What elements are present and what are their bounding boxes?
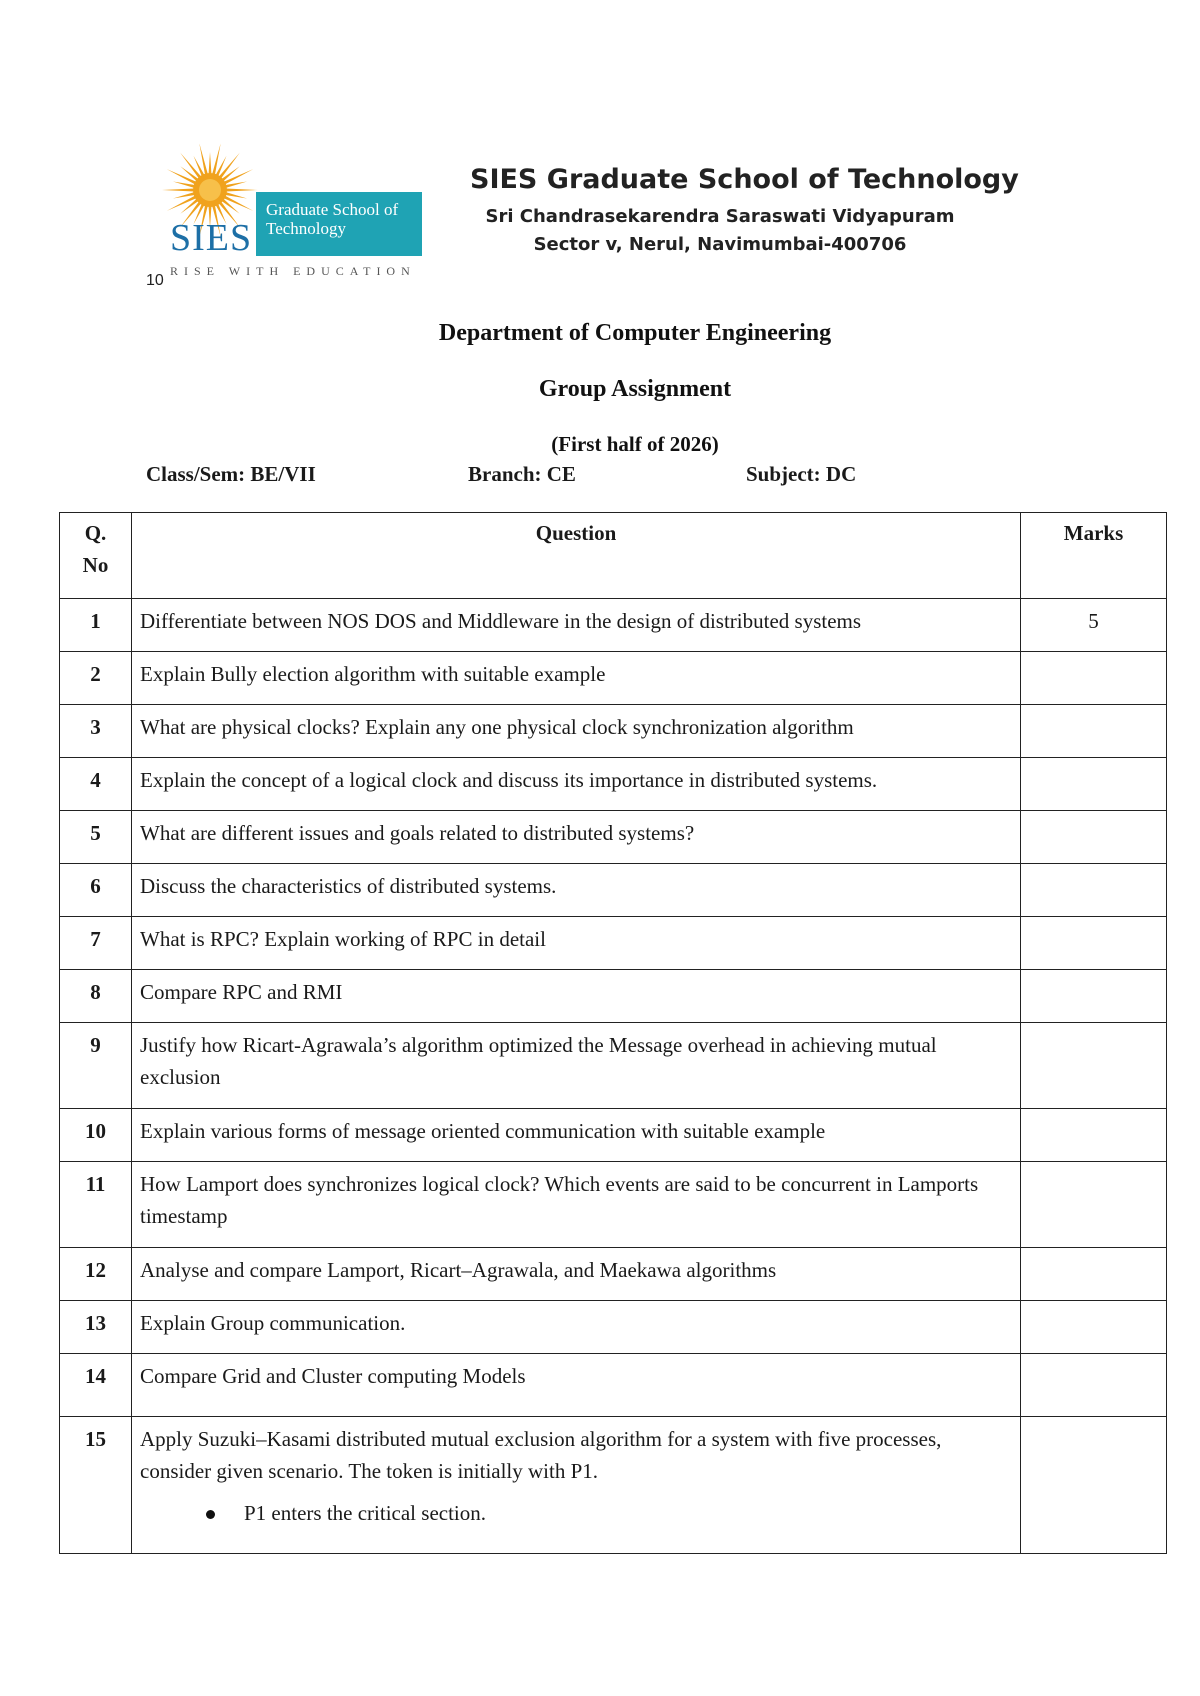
question-number: 10 (60, 1109, 132, 1162)
sun-ray (162, 189, 194, 192)
question-text: Explain Group communication. (140, 1311, 406, 1335)
table-row (60, 1248, 1167, 1301)
table-row (60, 917, 1167, 970)
question-number: 4 (60, 758, 132, 811)
question-text: What is RPC? Explain working of RPC in detail (140, 927, 546, 951)
question-cell (132, 811, 1021, 864)
question-number: 2 (60, 652, 132, 705)
table-row (60, 811, 1167, 864)
marks-cell: 5 (1021, 599, 1167, 652)
question-cell (132, 1417, 1021, 1554)
institute-logo (160, 140, 450, 280)
branch-label: Branch: CE (468, 462, 576, 486)
table-row (60, 705, 1167, 758)
question-text: Explain various forms of message oriented communication with suitable example (140, 1119, 826, 1143)
question-number: 11 (60, 1162, 132, 1248)
table-row (60, 758, 1167, 811)
assignment-period: (First half of 2026) (551, 432, 719, 456)
question-cell (132, 705, 1021, 758)
question-cell (132, 652, 1021, 705)
question-number: 8 (60, 970, 132, 1023)
header-qno: Q. No (60, 513, 132, 599)
marks-cell (1021, 970, 1167, 1023)
question-number: 12 (60, 1248, 132, 1301)
question-text: Analyse and compare Lamport, Ricart–Agrawala, and Maekawa algorithms (140, 1258, 777, 1282)
question-text: Compare Grid and Cluster computing Models (140, 1364, 526, 1388)
marks-cell (1021, 1162, 1167, 1248)
table-row (60, 970, 1167, 1023)
question-number: 9 (60, 1023, 132, 1109)
logo-text-box: Graduate School of Technology (256, 192, 422, 256)
question-number: 5 (60, 811, 132, 864)
question-number: 14 (60, 1354, 132, 1417)
sun-ray (209, 152, 212, 174)
table-row (60, 1023, 1167, 1109)
question-cell (132, 1162, 1021, 1248)
question-number: 1 (60, 599, 132, 652)
question-cell (132, 1023, 1021, 1109)
table-row (60, 1354, 1167, 1417)
question-text: Apply Suzuki–Kasami distributed mutual exclusion algorithm for a system with five processes, consider given scenario. The token is initially with P1. (140, 1427, 942, 1483)
logo-tagline: RISE WITH EDUCATION (170, 264, 416, 278)
header-marks: Marks (1021, 513, 1167, 599)
header-question: Question (132, 513, 1021, 599)
question-cell (132, 864, 1021, 917)
question-text: Explain Bully election algorithm with suitable example (140, 662, 606, 686)
question-cell (132, 1109, 1021, 1162)
institute-name: SIES Graduate School of Technology (470, 164, 1019, 195)
marks-cell (1021, 864, 1167, 917)
question-number: 6 (60, 864, 132, 917)
question-cell (132, 599, 1021, 652)
question-text: Justify how Ricart-Agrawala’s algorithm optimized the Message overhead in achieving mutual exclusion (140, 1033, 937, 1089)
table-row (60, 599, 1167, 652)
question-text: Compare RPC and RMI (140, 980, 343, 1004)
subject-label: Subject: DC (746, 462, 857, 486)
marks-cell (1021, 917, 1167, 970)
question-number: 7 (60, 917, 132, 970)
bullet-text: P1 enters the critical section. (244, 1501, 487, 1525)
table-row (60, 1301, 1167, 1354)
bullet-icon (206, 1510, 215, 1519)
question-text: Differentiate between NOS DOS and Middleware in the design of distributed systems (140, 609, 862, 633)
table-row (60, 1417, 1167, 1554)
table-row (60, 1109, 1167, 1162)
table-row (60, 1162, 1167, 1248)
question-bullet-item (244, 1497, 1012, 1529)
marks-cell (1021, 1248, 1167, 1301)
assignment-title: Group Assignment (538, 376, 732, 402)
page-number: 10 (146, 272, 164, 289)
question-text: How Lamport does synchronizes logical clock? Which events are said to be concurrent in Lamports timestamp (140, 1172, 979, 1228)
marks-cell (1021, 1301, 1167, 1354)
question-number: 15 (60, 1417, 132, 1554)
table-header-row (60, 513, 1167, 599)
question-cell (132, 917, 1021, 970)
marks-cell (1021, 1023, 1167, 1109)
question-text: Explain the concept of a logical clock and discuss its importance in distributed systems. (140, 768, 878, 792)
sun-ray (226, 189, 258, 192)
question-cell (132, 1301, 1021, 1354)
table-row (60, 864, 1167, 917)
marks-cell (1021, 1354, 1167, 1417)
questions-table (59, 512, 1167, 1554)
marks-cell (1021, 1417, 1167, 1554)
institute-address-line2: Sector v, Nerul, Navimumbai-400706 (533, 234, 907, 255)
marks-cell (1021, 1109, 1167, 1162)
question-number: 13 (60, 1301, 132, 1354)
marks-cell (1021, 811, 1167, 864)
question-cell (132, 970, 1021, 1023)
question-cell (132, 1248, 1021, 1301)
question-text: What are physical clocks? Explain any one physical clock synchronization algorithm (140, 715, 854, 739)
question-cell (132, 1354, 1021, 1417)
question-text: Discuss the characteristics of distributed systems. (140, 874, 557, 898)
marks-cell (1021, 705, 1167, 758)
question-cell (132, 758, 1021, 811)
institute-address-line1: Sri Chandrasekarendra Saraswati Vidyapuram (485, 206, 955, 227)
question-text: What are different issues and goals related to distributed systems? (140, 821, 695, 845)
logo-sies-text: SIES (170, 217, 253, 259)
question-number: 3 (60, 705, 132, 758)
table-row (60, 652, 1167, 705)
marks-cell (1021, 758, 1167, 811)
department-title: Department of Computer Engineering (438, 320, 832, 346)
class-sem-label: Class/Sem: BE/VII (146, 462, 316, 486)
marks-cell (1021, 652, 1167, 705)
